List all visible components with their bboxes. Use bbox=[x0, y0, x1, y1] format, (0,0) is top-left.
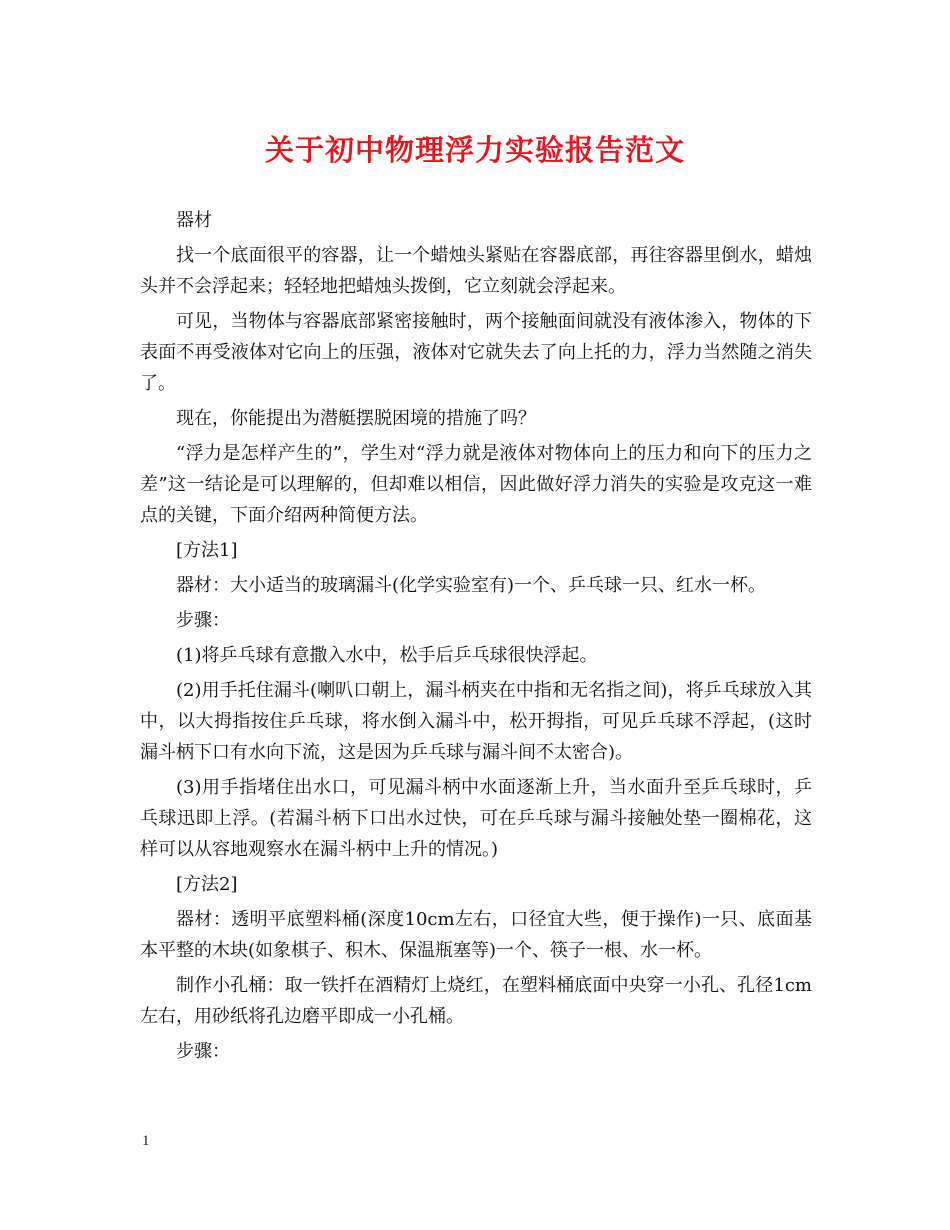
paragraph: 器材 bbox=[176, 210, 212, 231]
paragraph: 制作小孔桶：取一铁扦在酒精灯上烧红，在塑料桶底面中央穿一小孔、孔径1cm左右，用砂纸将孔边磨平即成一小孔桶。 bbox=[140, 975, 812, 1027]
paragraph: 找一个底面很平的容器，让一个蜡烛头紧贴在容器底部，再往容器里倒水，蜡烛头并不会浮起来；轻轻地把蜡烛头拨倒，它立刻就会浮起来。 bbox=[140, 245, 812, 297]
paragraph: 可见，当物体与容器底部紧密接触时，两个接触面间就没有液体渗入，物体的下表面不再受液体对它向上的压强，液体对它就失去了向上托的力，浮力当然随之消失了。 bbox=[140, 311, 812, 394]
paragraph: 现在，你能提出为潜艇摆脱困境的措施了吗？ bbox=[176, 408, 536, 429]
paragraph: (3)用手指堵住出水口，可见漏斗柄中水面逐渐上升，当水面升至乒乓球时，乒乓球迅即上浮。(若漏斗柄下口出水过快，可在乒乓球与漏斗接触处垫一圈棉花，这样可以从容地观察水在漏斗柄中上升的情况。) bbox=[140, 777, 812, 860]
paragraph: 步骤： bbox=[176, 1041, 230, 1062]
paragraph: [方法1] bbox=[176, 540, 238, 561]
page-number: 1 bbox=[142, 1133, 150, 1149]
paragraph: “浮力是怎样产生的”，学生对“浮力就是液体对物体向上的压力和向下的压力之差”这一结论是可以理解的，但却难以相信，因此做好浮力消失的实验是攻克这一难点的关键，下面介绍两种简便方法。 bbox=[140, 443, 812, 526]
paragraph: 器材：透明平底塑料桶(深度10cm左右，口径宜大些，便于操作)一只、底面基本平整的木块(如象棋子、积木、保温瓶塞等)一个、筷子一根、水一杯。 bbox=[140, 909, 812, 961]
document-body bbox=[140, 205, 812, 1071]
paragraph: (1)将乒乓球有意撒入水中，松手后乒乓球很快浮起。 bbox=[176, 645, 598, 666]
paragraph: [方法2] bbox=[176, 874, 238, 895]
document-title: 关于初中物理浮力实验报告范文 bbox=[264, 133, 685, 167]
paragraph: (2)用手托住漏斗(喇叭口朝上，漏斗柄夹在中指和无名指之间)，将乒乓球放入其中，以大拇指按住乒乓球，将水倒入漏斗中，松开拇指，可见乒乓球不浮起，(这时漏斗柄下口有水向下流，这是因为乒乓球与漏斗间不太密合)。 bbox=[140, 680, 812, 763]
paragraph: 步骤： bbox=[176, 610, 230, 631]
paragraph: 器材：大小适当的玻璃漏斗(化学实验室有)一个、乒乓球一只、红水一杯。 bbox=[176, 575, 767, 596]
